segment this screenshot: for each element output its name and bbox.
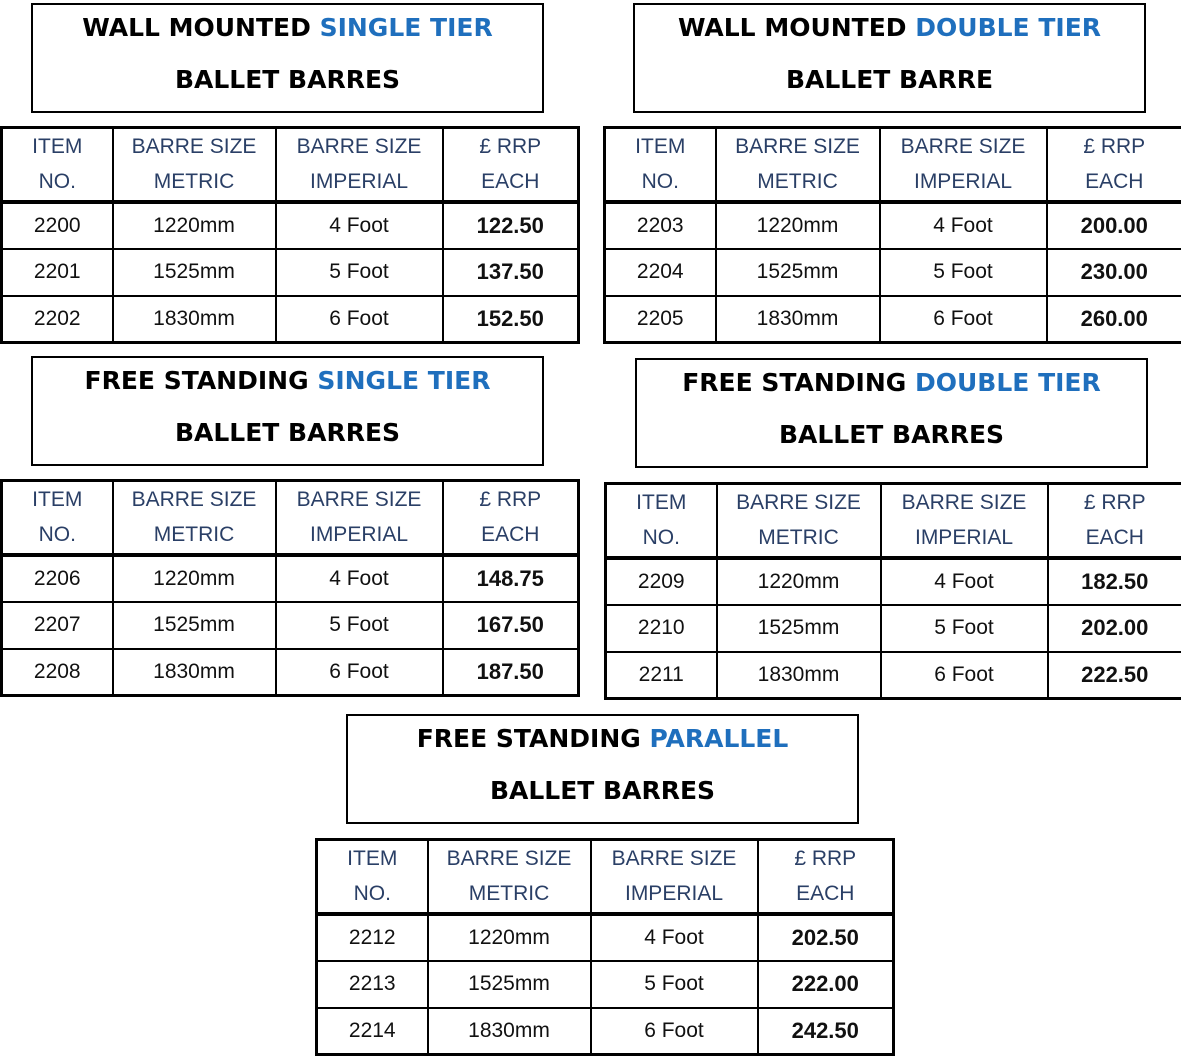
- title-box-free-single: [31, 356, 544, 466]
- metric-size: 1830mm: [113, 296, 276, 343]
- title-box-free-double: [635, 358, 1148, 468]
- imperial-size: 4 Foot: [276, 202, 443, 249]
- price: 137.50: [443, 249, 579, 296]
- metric-size: 1525mm: [113, 602, 276, 649]
- section-title: [637, 370, 1146, 396]
- item-no: 2207: [2, 602, 113, 649]
- header-imperial: BARRE SIZE IMPERIAL: [276, 481, 443, 555]
- imperial-size: 4 Foot: [880, 202, 1047, 249]
- metric-size: 1830mm: [716, 296, 880, 343]
- price: 230.00: [1047, 249, 1181, 296]
- price-table-free-double: [604, 482, 1181, 700]
- imperial-size: 4 Foot: [276, 555, 443, 602]
- table-row: [606, 605, 1181, 652]
- header-price: £ RRP EACH: [443, 481, 579, 555]
- metric-size: 1220mm: [716, 202, 880, 249]
- table-row: [2, 296, 579, 343]
- table-row: [605, 202, 1181, 249]
- table-row: [317, 961, 894, 1008]
- item-no: 2212: [317, 914, 428, 961]
- header-price: £ RRP EACH: [1047, 128, 1181, 202]
- price-table-wall-double: [603, 126, 1181, 344]
- table-header-row: [2, 481, 579, 555]
- table-row: [2, 649, 579, 696]
- title-accent: DOUBLE TIER: [915, 368, 1101, 397]
- imperial-size: 6 Foot: [276, 649, 443, 696]
- header-item-no: ITEM NO.: [2, 128, 113, 202]
- table-row: [2, 602, 579, 649]
- title-box-free-parallel: [346, 714, 859, 824]
- header-price: £ RRP EACH: [1048, 484, 1181, 558]
- metric-size: 1525mm: [113, 249, 276, 296]
- imperial-size: 5 Foot: [276, 249, 443, 296]
- metric-size: 1830mm: [113, 649, 276, 696]
- title-prefix: FREE STANDING: [682, 368, 915, 397]
- table-row: [606, 652, 1181, 699]
- price: 260.00: [1047, 296, 1181, 343]
- section-title: [635, 15, 1144, 41]
- table-row: [2, 202, 579, 249]
- item-no: 2211: [606, 652, 717, 699]
- price: 202.50: [758, 914, 894, 961]
- header-imperial: BARRE SIZE IMPERIAL: [276, 128, 443, 202]
- item-no: 2214: [317, 1008, 428, 1055]
- header-imperial: BARRE SIZE IMPERIAL: [880, 128, 1047, 202]
- item-no: 2210: [606, 605, 717, 652]
- header-item-no: ITEM NO.: [605, 128, 716, 202]
- header-item-no: ITEM NO.: [606, 484, 717, 558]
- imperial-size: 5 Foot: [880, 249, 1047, 296]
- header-metric: BARRE SIZE METRIC: [113, 128, 276, 202]
- title-prefix: FREE STANDING: [416, 724, 650, 753]
- price: 202.00: [1048, 605, 1181, 652]
- table-row: [606, 558, 1181, 605]
- price-table-free-single: [0, 479, 580, 697]
- section-title: [33, 15, 542, 41]
- metric-size: 1220mm: [428, 914, 591, 961]
- price: 222.00: [758, 961, 894, 1008]
- metric-size: 1220mm: [113, 555, 276, 602]
- item-no: 2206: [2, 555, 113, 602]
- item-no: 2205: [605, 296, 716, 343]
- table-row: [2, 555, 579, 602]
- price: 222.50: [1048, 652, 1181, 699]
- price: 242.50: [758, 1008, 894, 1055]
- title-accent: SINGLE TIER: [317, 366, 491, 395]
- item-no: 2204: [605, 249, 716, 296]
- item-no: 2213: [317, 961, 428, 1008]
- item-no: 2202: [2, 296, 113, 343]
- imperial-size: 5 Foot: [591, 961, 758, 1008]
- table-row: [317, 914, 894, 961]
- header-price: £ RRP EACH: [758, 840, 894, 914]
- table-header-row: [605, 128, 1181, 202]
- item-no: 2209: [606, 558, 717, 605]
- header-metric: BARRE SIZE METRIC: [717, 484, 881, 558]
- section-title: [348, 726, 857, 752]
- item-no: 2200: [2, 202, 113, 249]
- table-header-row: [317, 840, 894, 914]
- header-price: £ RRP EACH: [443, 128, 579, 202]
- section-subtitle: BALLET BARRES: [174, 65, 401, 94]
- title-prefix: WALL MOUNTED: [82, 13, 320, 42]
- table-header-row: [2, 128, 579, 202]
- imperial-size: 6 Foot: [276, 296, 443, 343]
- metric-size: 1525mm: [716, 249, 880, 296]
- price-table-wall-single: [0, 126, 580, 344]
- table-row: [605, 249, 1181, 296]
- item-no: 2201: [2, 249, 113, 296]
- price: 152.50: [443, 296, 579, 343]
- header-imperial: BARRE SIZE IMPERIAL: [591, 840, 758, 914]
- imperial-size: 4 Foot: [591, 914, 758, 961]
- title-prefix: FREE STANDING: [84, 366, 318, 395]
- header-item-no: ITEM NO.: [2, 481, 113, 555]
- metric-size: 1830mm: [717, 652, 881, 699]
- imperial-size: 6 Foot: [881, 652, 1048, 699]
- header-item-no: ITEM NO.: [317, 840, 428, 914]
- table-row: [2, 249, 579, 296]
- imperial-size: 6 Foot: [880, 296, 1047, 343]
- header-metric: BARRE SIZE METRIC: [113, 481, 276, 555]
- price: 187.50: [443, 649, 579, 696]
- price: 200.00: [1047, 202, 1181, 249]
- price: 182.50: [1048, 558, 1181, 605]
- metric-size: 1220mm: [717, 558, 881, 605]
- title-prefix: WALL MOUNTED: [677, 13, 916, 42]
- header-metric: BARRE SIZE METRIC: [716, 128, 880, 202]
- header-imperial: BARRE SIZE IMPERIAL: [881, 484, 1048, 558]
- metric-size: 1525mm: [428, 961, 591, 1008]
- price: 122.50: [443, 202, 579, 249]
- item-no: 2208: [2, 649, 113, 696]
- price: 148.75: [443, 555, 579, 602]
- section-subtitle: BALLET BARRES: [489, 776, 716, 805]
- section-subtitle: BALLET BARRE: [785, 65, 994, 94]
- section-title: [33, 368, 542, 394]
- metric-size: 1220mm: [113, 202, 276, 249]
- title-box-wall-single: [31, 3, 544, 113]
- section-subtitle: BALLET BARRES: [778, 420, 1005, 449]
- imperial-size: 6 Foot: [591, 1008, 758, 1055]
- price-table-free-parallel: [315, 838, 895, 1056]
- title-accent: DOUBLE TIER: [915, 13, 1102, 42]
- metric-size: 1525mm: [717, 605, 881, 652]
- title-accent: SINGLE TIER: [319, 13, 493, 42]
- imperial-size: 5 Foot: [881, 605, 1048, 652]
- imperial-size: 5 Foot: [276, 602, 443, 649]
- table-row: [317, 1008, 894, 1055]
- table-header-row: [606, 484, 1181, 558]
- item-no: 2203: [605, 202, 716, 249]
- metric-size: 1830mm: [428, 1008, 591, 1055]
- price: 167.50: [443, 602, 579, 649]
- section-subtitle: BALLET BARRES: [174, 418, 401, 447]
- header-metric: BARRE SIZE METRIC: [428, 840, 591, 914]
- imperial-size: 4 Foot: [881, 558, 1048, 605]
- table-row: [605, 296, 1181, 343]
- title-accent: PARALLEL: [649, 724, 789, 753]
- title-box-wall-double: [633, 3, 1146, 113]
